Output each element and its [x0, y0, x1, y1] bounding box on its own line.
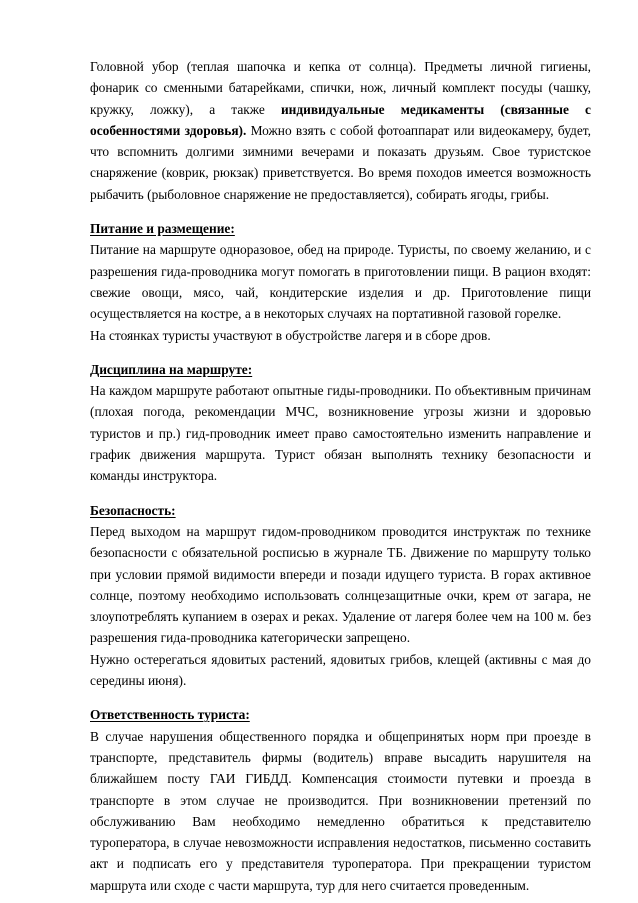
section-heading: Дисциплина на маршруте: — [90, 361, 253, 377]
section-paragraph: В случае нарушения общественного порядка и общепринятых норм при проезде в транспорте, представитель фирмы (водитель) вправе высадить нарушителя на ближайшем посту ГАИ ГИБДД. Компенсация стоимости путевки и проезда в транспорте в этом случае не производится. При возникновении претензий по обслуживанию Вам необходимо немедленно обратиться к представителю туроператора, в случае невозможности исправления недостатков, письменно составить акт и подписать его у представителя туроператора. При прекращении туристом маршрута или сходе с части маршрута, тур для него считается проведенным. — [90, 728, 591, 893]
section-paragraph: На каждом маршруте работают опытные гиды-проводники. По объективным причинам (плохая погода, рекомендации МЧС, возникновение угрозы жизни и здоровью туристов и пр.) гид-проводник имеет право самостоятельно изменить направление и график движения маршрута. Турист обязан выполнять технику безопасности и команды инструктора. — [90, 383, 591, 484]
section-responsibility — [90, 704, 591, 896]
section-safety — [90, 500, 591, 692]
document-page — [90, 56, 591, 896]
intro-bold-medications: индивидуальные медикаменты (связанные с особенностями здоровья). — [90, 101, 591, 138]
section-paragraph: Перед выходом на маршрут гидом-проводником проводится инструктаж по технике безопасности с обязательной росписью в журнале ТБ. Движение по маршруту только при условии прямой видимости впереди и позади идущего туриста. В горах активное солнце, поэтому необходимо использовать солнцезащитные очки, крем от загара, не злоупотреблять купанием в озерах и реках. Удаление от лагеря более чем на 100 м. без разрешения гида-проводника категорически запрещено. — [90, 523, 591, 646]
section-discipline — [90, 359, 591, 487]
intro-text-1: Головной убор (теплая шапочка и кепка от солнца). Предметы личной гигиены, фонарик со сменными батарейками, спички, нож, личный комплект посуды (чашку, кружку, ложку), а также — [90, 59, 591, 117]
section-heading: Безопасность: — [90, 502, 176, 518]
section-food-accommodation — [90, 218, 591, 346]
intro-paragraph — [90, 56, 591, 205]
section-heading: Питание и размещение: — [90, 221, 235, 237]
section-heading: Ответственность туриста: — [90, 707, 250, 723]
section-paragraph: Питание на маршруте одноразовое, обед на природе. Туристы, по своему желанию, и с разрешения гида-проводника могут помогать в приготовлении пищи. В рацион входят: свежие овощи, мясо, чай, кондитерские изделия и др. Приготовление пищи осуществляется на костре, а в некоторых случаях на портативной газовой горелке. — [90, 242, 591, 322]
section-paragraph: Нужно остерегаться ядовитых растений, ядовитых грибов, клещей (активны с мая до середины июня). — [90, 651, 591, 689]
section-paragraph: На стоянках туристы участвуют в обустройстве лагеря и в сборе дров. — [90, 327, 491, 343]
intro-text-2: Можно взять с собой фотоаппарат или видеокамеру, будет, что вспомнить долгими зимними вечерами и показать друзьям. Свое туристское снаряжение (коврик, рюкзак) приветствуется. Во время походов имеется возможность рыбачить (рыболовное снаряжение не предоставляется), собирать ягоды, грибы. — [90, 122, 591, 202]
